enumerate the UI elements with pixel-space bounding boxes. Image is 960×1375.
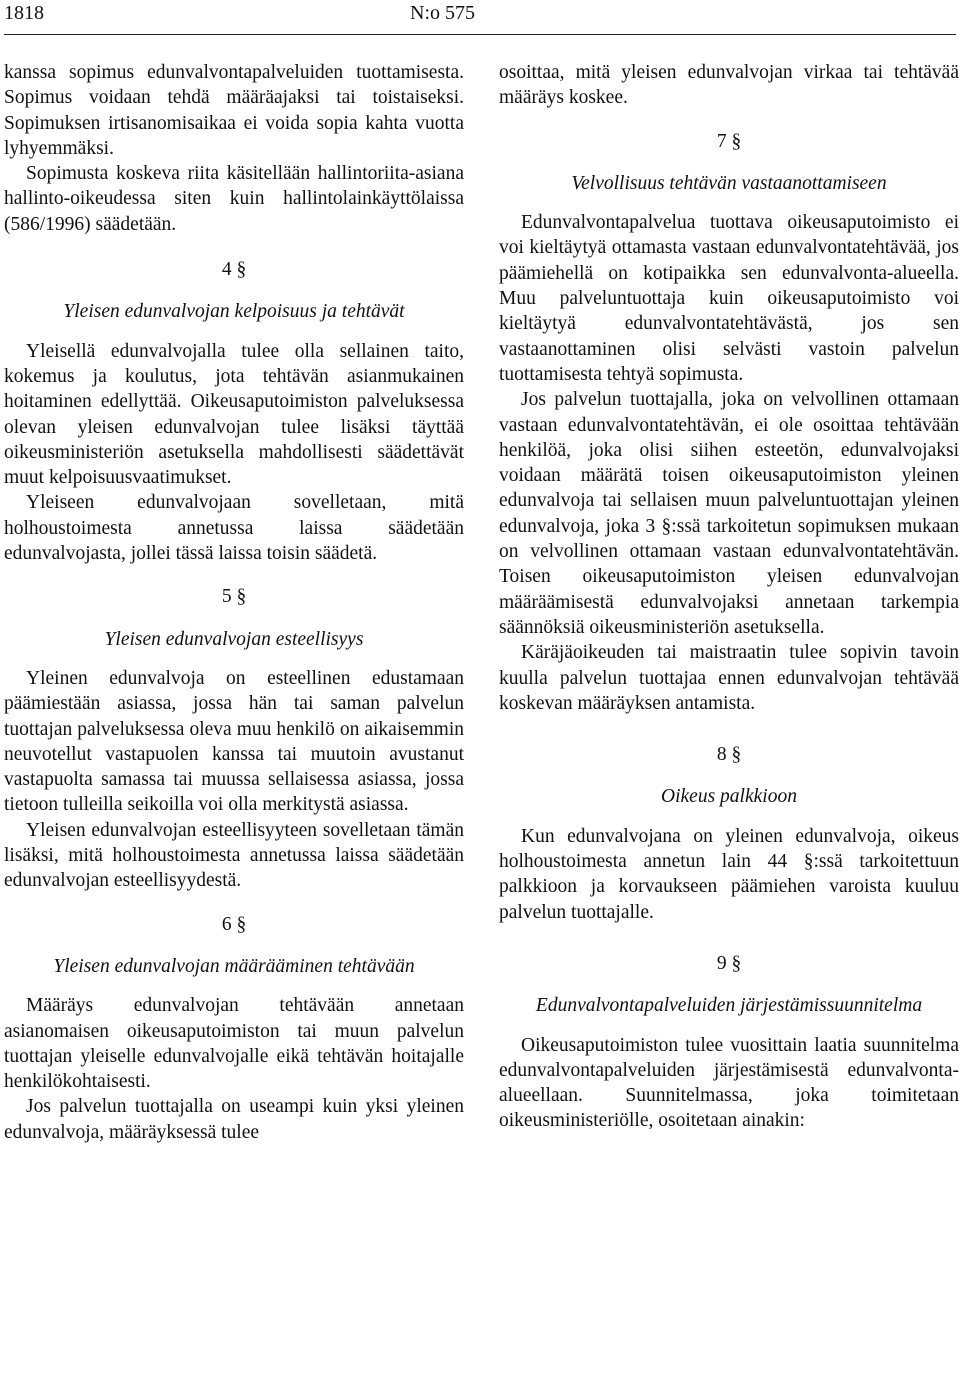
- section-number: 9 §: [716, 952, 742, 974]
- paragraph: kanssa sopimus edunvalvontapalveluiden tuottamisesta. Sopimus voidaan tehdä määräajaksi tai toistaiseksi. Sopimuksen irtisanomisaikaa ei voida sopia kahta vuotta lyhyemmäksi.: [4, 62, 464, 159]
- paragraph: Yleiseen edunvalvojaan sovelletaan, mitä holhoustoimesta annetussa laissa säädetään edunvalvojasta, jollei tässä laissa toisin säädetä.: [4, 492, 464, 565]
- section-number: 4 §: [221, 259, 247, 281]
- section-heading-8: [499, 742, 959, 810]
- section-title: Edunvalvontapalveluiden järjestämissuunnitelma: [535, 995, 923, 1017]
- paragraph: Yleisen edunvalvojan esteellisyyteen sovelletaan tämän lisäksi, mitä holhoustoimesta annetussa laissa säädetään edunvalvojan esteellisyydestä.: [4, 819, 464, 892]
- section-heading-4: [4, 257, 464, 325]
- right-column: [499, 60, 959, 1134]
- left-column: [4, 60, 464, 1145]
- section-heading-9: [499, 951, 959, 1019]
- section-heading-7: [499, 129, 959, 197]
- paragraph: Jos palvelun tuottajalla, joka on velvollinen ottamaan vastaan edunvalvontatehtävän, ei ole osoittaa tehtävään henkilöä, joka olisi siihen esteetön, edunvalvojaksi voidaan määrätä toisen oikeusaputoimiston yleinen edunvalvoja tai sellaisen muun palveluntuottajan yleinen edunvalvoja, joka 3 §:ssä tarkoitetun sopimuksen mukaan on velvollinen ottamaan vastaan edunvalvontatehtävän. Toisen oikeusaputoimiston yleisen edunvalvojan määräämisestä edunvalvojaksi annetaan tarkempia säännöksiä oikeusministeriön asetuksella.: [499, 389, 959, 638]
- section-heading-5: [4, 584, 464, 652]
- paragraph: Edunvalvontapalvelua tuottava oikeusaputoimisto ei voi kieltäytyä ottamasta vastaan edunvalvontatehtävää, jos päämiehellä on kotipaikka sen edunvalvonta-alueella. Muu palveluntuottaja kuin oikeusaputoimisto voi kieltäytyä edunvalvontatehtävästä, jos sen vastaanottaminen olisi selvästi vastoin palvelun tuottamisesta tehtyä sopimusta.: [499, 212, 959, 385]
- header-rule: [4, 34, 956, 35]
- section-number: 8 §: [716, 744, 742, 766]
- section-title: Velvollisuus tehtävän vastaanottamiseen: [571, 172, 887, 194]
- paragraph: Sopimusta koskeva riita käsitellään hallintoriita-asiana hallinto-oikeudessa siten kuin hallintolainkäyttölaissa (586/1996) säädetään.: [4, 163, 464, 235]
- page-number: 1818: [4, 2, 44, 24]
- paragraph: Oikeusaputoimiston tulee vuosittain laatia suunnitelma edunvalvontapalveluiden järjestämisestä edunvalvonta-alueellaan. Suunnitelmassa, joka toimitetaan oikeusministeriölle, osoitetaan ainakin:: [499, 1034, 959, 1132]
- section-heading-6: [4, 912, 464, 980]
- paragraph: Yleinen edunvalvoja on esteellinen edustamaan päämiestään asiassa, jossa hän tai saman palvelun tuottajan palveluksessa oleva muu henkilö on aikaisemmin neuvotellut vastapuolen kanssa tai muutoin avustanut vastapuolta samassa tai muussa sellaisessa asiassa, jossa tietoon tulleilla seikoilla voi olla merkitystä asiassa.: [4, 667, 464, 816]
- section-number: 5 §: [221, 586, 247, 608]
- section-number: 6 §: [221, 913, 247, 935]
- section-title: Yleisen edunvalvojan määrääminen tehtävään: [53, 955, 415, 977]
- paragraph: Jos palvelun tuottajalla on useampi kuin yksi yleinen edunvalvoja, määräyksessä tulee: [4, 1096, 464, 1143]
- section-title: Oikeus palkkioon: [661, 786, 797, 808]
- paragraph: Käräjäoikeuden tai maistraatin tulee sopivin tavoin kuulla palvelun tuottajaa ennen edunvalvojan tehtävää koskevan määräyksen antamista.: [499, 642, 959, 714]
- issue-number: N:o 575: [410, 2, 475, 24]
- section-title: Yleisen edunvalvojan kelpoisuus ja tehtävät: [63, 301, 405, 323]
- section-number: 7 §: [716, 130, 742, 152]
- paragraph: Yleisellä edunvalvojalla tulee olla sellainen taito, kokemus ja koulutus, jota tehtävän asianmukainen hoitaminen edellyttää. Oikeusaputoimiston palveluksessa olevan yleisen edunvalvojan tulee lisäksi täyttää oikeusministeriön asetuksella mahdollisesti säädettävät muut kelpoisuusvaatimukset.: [4, 340, 464, 489]
- paragraph: Määräys edunvalvojan tehtävään annetaan asianomaisen oikeusaputoimiston tai muun palvelun tuottajan yleiselle edunvalvojalle eikä tehtävän hoitajalle henkilökohtaisesti.: [4, 995, 464, 1093]
- paragraph: Kun edunvalvojana on yleinen edunvalvoja, oikeus holhoustoimesta annetun lain 44 §:ssä tarkoitettuun palkkioon ja korvaukseen päämiehen varoista kuuluu palvelun tuottajalle.: [499, 825, 959, 923]
- paragraph: osoittaa, mitä yleisen edunvalvojan virkaa tai tehtävää määräys koskee.: [499, 62, 959, 109]
- section-title: Yleisen edunvalvojan esteellisyys: [104, 628, 364, 650]
